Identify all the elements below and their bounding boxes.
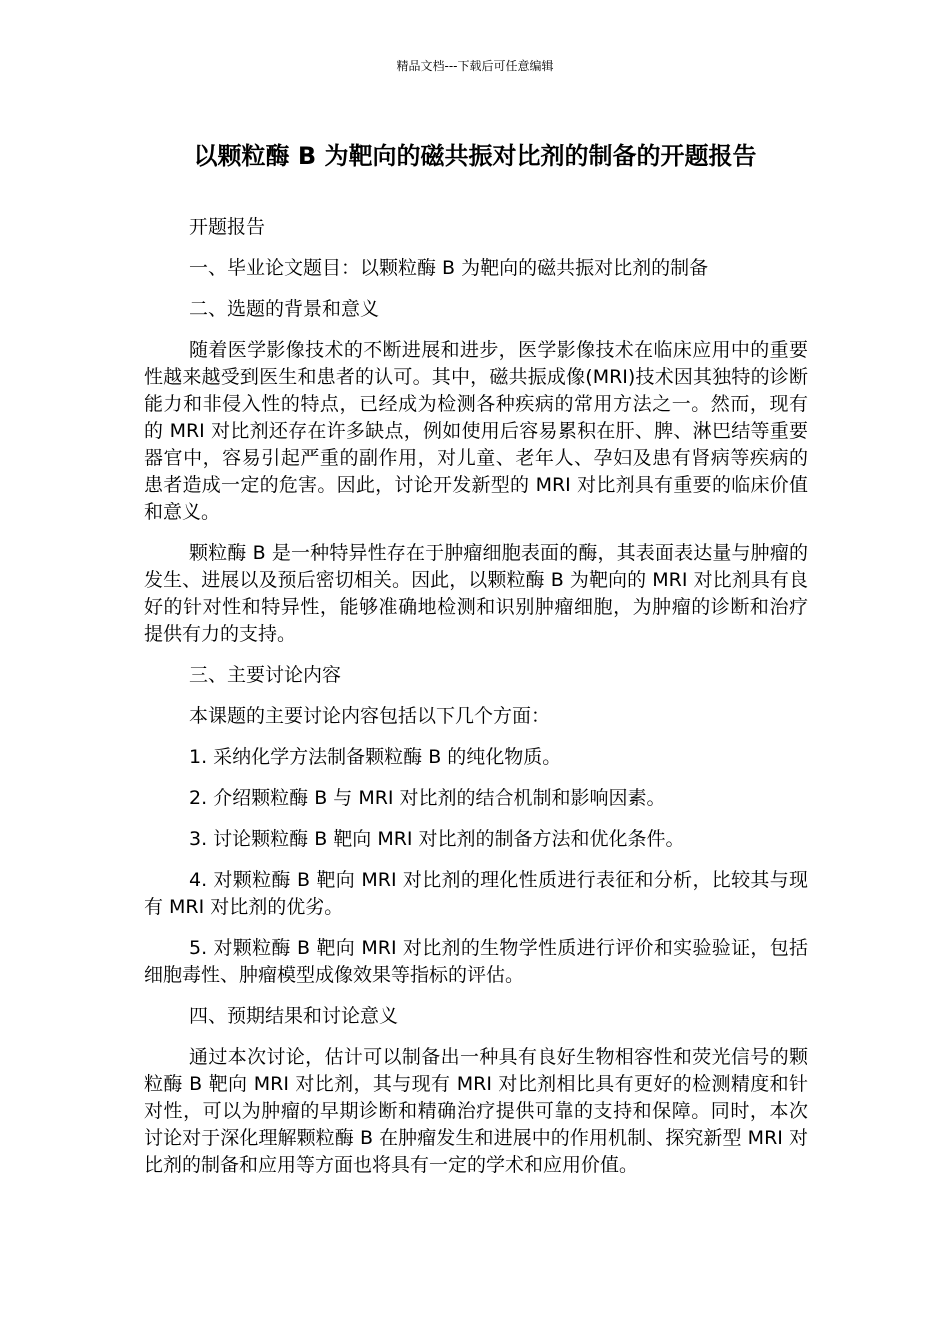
paragraph-background-1: 随着医学影像技术的不断进展和进步，医学影像技术在临床应用中的重要性越来越受到医生和患者的认可。其中，磁共振成像(MRI)技术因其独特的诊断能力和非侵入性的特点，已经成为检测各种疾病的常用方法之一。然而，现有的 MRI 对比剂还存在许多缺点，例如使用后容易累积在肝、脾、淋巴结等重要器官中，容易引起严重的副作用，对儿童、老年人、孕妇及患有肾病等疾病的患者造成一定的危害。因此，讨论开发新型的 MRI 对比剂具有重要的临床价值和意义。 — [144, 339, 808, 523]
section-label-report: 开题报告 — [189, 216, 266, 238]
content-item-2: 2. 介绍颗粒酶 B 与 MRI 对比剂的结合机制和影响因素。 — [189, 787, 666, 809]
paragraph-background-2: 颗粒酶 B 是一种特异性存在于肿瘤细胞表面的酶，其表面表达量与肿瘤的发生、进展以及预后密切相关。因此，以颗粒酶 B 为靶向的 MRI 对比剂具有良好的针对性和特异性，能够准确地检测和识别肿瘤细胞，为肿瘤的诊断和治疗提供有力的支持。 — [144, 542, 808, 645]
section-heading-results: 四、预期结果和讨论意义 — [189, 1005, 399, 1027]
thesis-title-line: 一、毕业论文题目：以颗粒酶 B 为靶向的磁共振对比剂的制备 — [189, 257, 709, 279]
paragraph-results: 通过本次讨论，估计可以制备出一种具有良好生物相容性和荧光信号的颗粒酶 B 靶向 MRI 对比剂，其与现有 MRI 对比剂相比具有更好的检测精度和针对性，可以为肿瘤的早期诊断和精确治疗提供可靠的支持和保障。同时，本次讨论对于深化理解颗粒酶 B 在肿瘤发生和进展中的作用机制、探究新型 MRI 对比剂的制备和应用等方面也将具有一定的学术和应用价值。 — [144, 1046, 808, 1176]
header-note: 精品文档---下载后可任意编辑 — [396, 59, 554, 73]
content-item-1: 1. 采纳化学方法制备颗粒酶 B 的纯化物质。 — [189, 746, 562, 768]
content-item-3: 3. 讨论颗粒酶 B 靶向 MRI 对比剂的制备方法和优化条件。 — [189, 828, 685, 850]
content-item-4: 4. 对颗粒酶 B 靶向 MRI 对比剂的理化性质进行表征和分析，比较其与现有 MRI 对比剂的优劣。 — [144, 869, 808, 918]
content-intro: 本课题的主要讨论内容包括以下几个方面： — [189, 705, 551, 727]
section-heading-background: 二、选题的背景和意义 — [189, 298, 380, 320]
section-heading-content: 三、主要讨论内容 — [189, 664, 342, 686]
document-title: 以颗粒酶 B 为靶向的磁共振对比剂的制备的开题报告 — [193, 142, 757, 170]
content-item-5: 5. 对颗粒酶 B 靶向 MRI 对比剂的生物学性质进行评价和实验验证，包括细胞毒性、肿瘤模型成像效果等指标的评估。 — [144, 937, 808, 986]
document-body — [144, 214, 808, 1193]
